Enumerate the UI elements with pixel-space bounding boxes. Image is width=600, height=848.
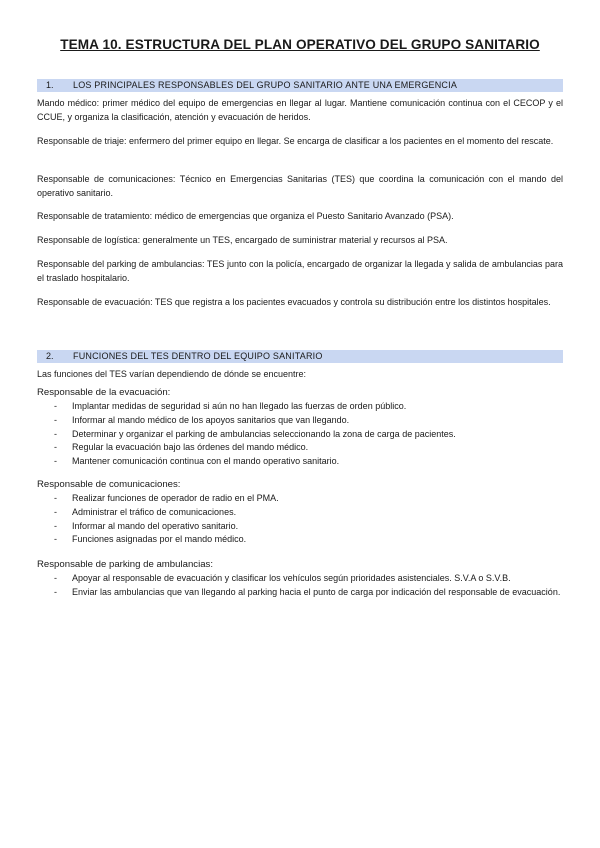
bullet-dash: - bbox=[54, 456, 57, 467]
paragraph-evacuacion: Responsable de evacuación: TES que registra a los pacientes evacuados y controla su distribución entre los distintos hospitales. bbox=[37, 297, 551, 307]
list-item-text: Regular la evacuación bajo las órdenes del mando médico. bbox=[72, 442, 309, 453]
section-2-intro: Las funciones del TES varían dependiendo de dónde se encuentre: bbox=[37, 369, 307, 379]
list-item-text: Informar al mando del operativo sanitario. bbox=[72, 520, 239, 531]
bullet-dash: - bbox=[54, 428, 57, 439]
list-item bbox=[37, 586, 563, 600]
section-2-number: 2. bbox=[46, 351, 54, 361]
list-item-text: Administrar el tráfico de comunicaciones. bbox=[72, 506, 237, 517]
list-item-text: Determinar y organizar el parking de ambulancias seleccionando la zona de carga de pacientes. bbox=[72, 428, 456, 439]
group-parking-title: Responsable de parking de ambulancias: bbox=[37, 559, 213, 570]
list-item-text: Enviar las ambulancias que van llegando al parking hacia el punto de carga por indicación del responsable de evacuación. bbox=[72, 586, 561, 597]
list-item bbox=[37, 400, 563, 414]
group-evacuacion-title: Responsable de la evacuación: bbox=[37, 387, 171, 398]
bullet-dash: - bbox=[54, 573, 57, 583]
bullet-dash: - bbox=[54, 534, 57, 545]
section-2-title: FUNCIONES DEL TES DENTRO DEL EQUIPO SANITARIO bbox=[73, 351, 323, 361]
list-item-text: Apoyar al responsable de evacuación y clasificar los vehículos según prioridades asistenciales. S.V.A o S.V.B. bbox=[72, 573, 511, 583]
list-item bbox=[37, 506, 563, 520]
list-item bbox=[37, 441, 563, 455]
bullet-dash: - bbox=[54, 442, 57, 453]
list-item bbox=[37, 428, 563, 442]
section-1-heading bbox=[37, 79, 563, 92]
group-comunicaciones-title: Responsable de comunicaciones: bbox=[37, 479, 181, 490]
group-parking-list bbox=[37, 572, 563, 600]
list-item bbox=[37, 572, 563, 586]
list-item-text: Realizar funciones de operador de radio en el PMA. bbox=[72, 493, 279, 503]
list-item-text: Implantar medidas de seguridad si aún no han llegado las fuerzas de orden público. bbox=[72, 401, 407, 411]
list-item-text: Funciones asignadas por el mando médico. bbox=[72, 534, 247, 545]
bullet-dash: - bbox=[54, 586, 57, 597]
list-item bbox=[37, 520, 563, 534]
paragraph-mando-medico: Mando médico: primer médico del equipo de emergencias en llegar al lugar. Mantiene comunicación continua con el CECOP y el CCUE, y organiza la clasificación, atención y evacuación de heridos. bbox=[37, 98, 563, 122]
bullet-dash: - bbox=[54, 520, 57, 531]
group-comunicaciones-list bbox=[37, 492, 563, 547]
bullet-dash: - bbox=[54, 493, 57, 503]
list-item bbox=[37, 533, 563, 547]
list-item bbox=[37, 492, 563, 506]
paragraph-parking: Responsable del parking de ambulancias: TES junto con la policía, encargado de organizar la llegada y salida de ambulancias para el traslado hospitalario. bbox=[37, 259, 563, 283]
bullet-dash: - bbox=[54, 401, 57, 411]
bullet-dash: - bbox=[54, 506, 57, 517]
paragraph-triaje: Responsable de triaje: enfermero del primer equipo en llegar. Se encarga de clasificar a los pacientes en el momento del rescate. bbox=[37, 136, 554, 146]
list-item-text: Informar al mando médico de los apoyos sanitarios que van llegando. bbox=[72, 414, 350, 425]
page-title: TEMA 10. ESTRUCTURA DEL PLAN OPERATIVO DEL GRUPO SANITARIO bbox=[60, 37, 540, 52]
list-item bbox=[37, 455, 563, 469]
list-item bbox=[37, 414, 563, 428]
list-item-text: Mantener comunicación continua con el mando operativo sanitario. bbox=[72, 456, 340, 467]
paragraph-tratamiento: Responsable de tratamiento: médico de emergencias que organiza el Puesto Sanitario Avanzado (PSA). bbox=[37, 211, 454, 221]
paragraph-comunicaciones: Responsable de comunicaciones: Técnico en Emergencias Sanitarias (TES) que coordina la comunicación con el mando del operativo sanitario. bbox=[37, 174, 563, 198]
section-1-number: 1. bbox=[46, 80, 54, 90]
paragraph-logistica: Responsable de logística: generalmente un TES, encargado de suministrar material y recursos al PSA. bbox=[37, 235, 448, 245]
bullet-dash: - bbox=[54, 414, 57, 425]
section-1-title: LOS PRINCIPALES RESPONSABLES DEL GRUPO SANITARIO ANTE UNA EMERGENCIA bbox=[73, 80, 458, 90]
group-evacuacion-list bbox=[37, 400, 563, 469]
section-2-heading bbox=[37, 350, 563, 363]
